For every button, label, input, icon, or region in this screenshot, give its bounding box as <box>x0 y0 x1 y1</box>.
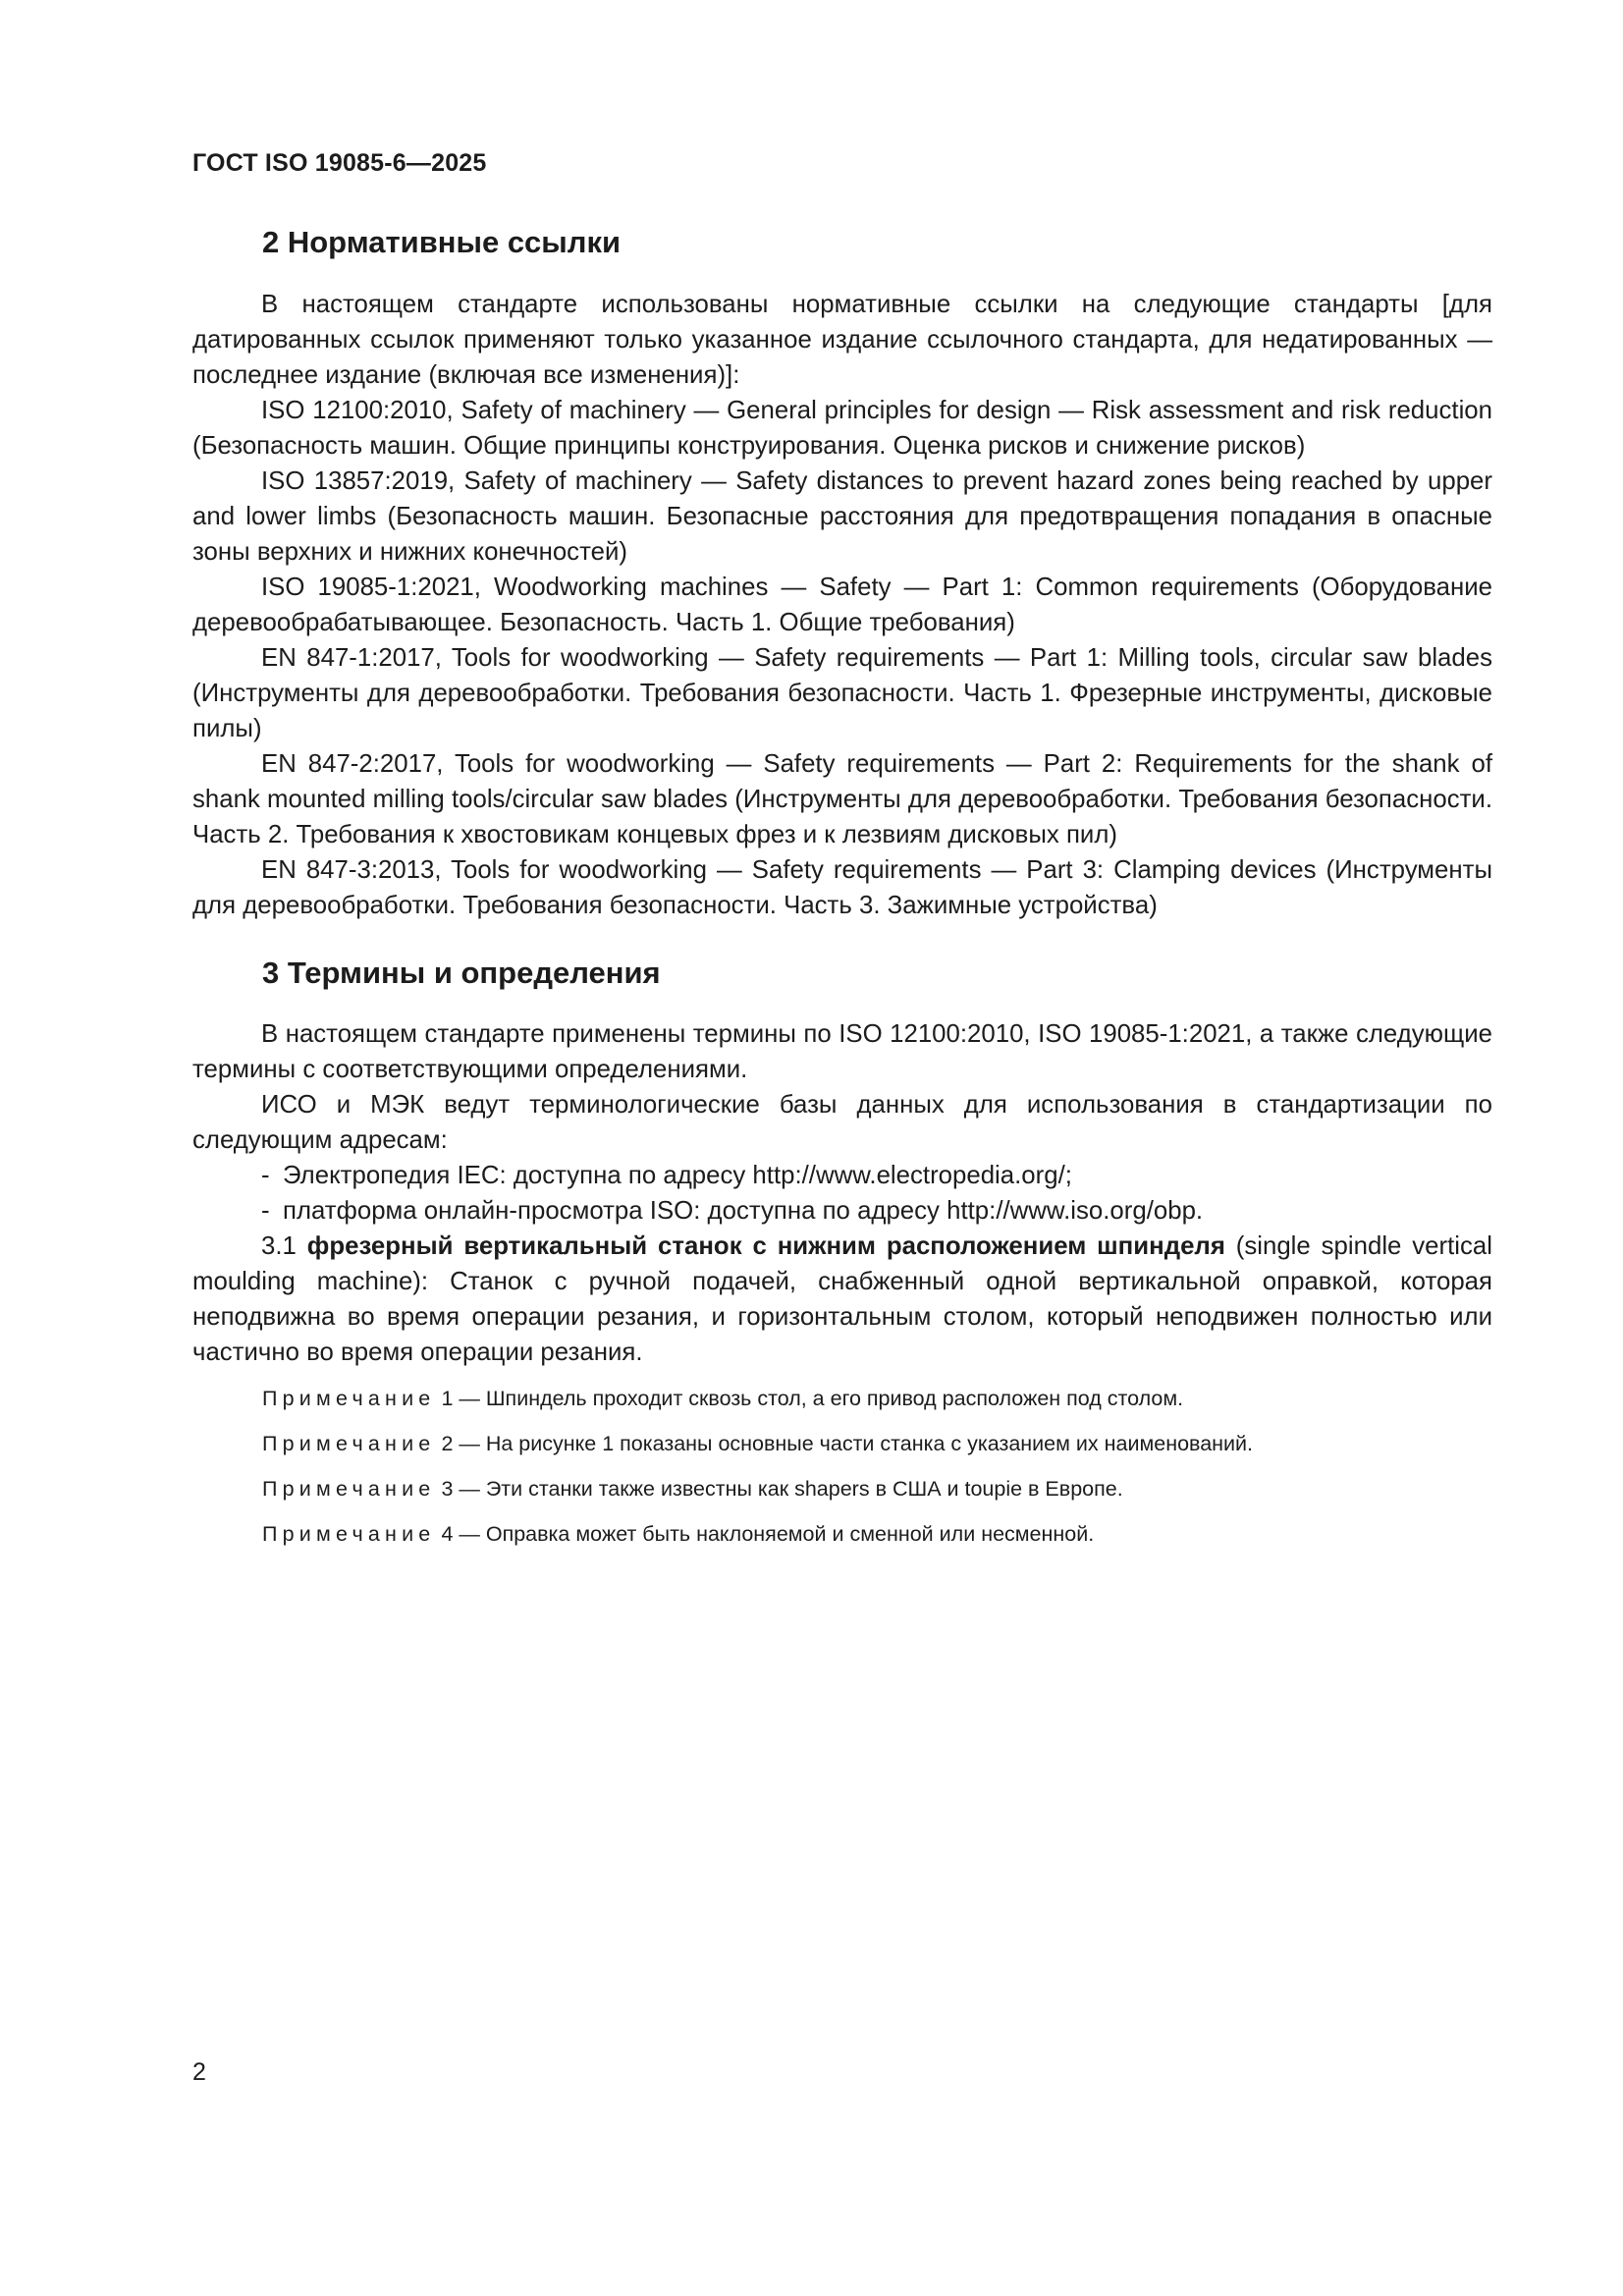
normative-reference-en-847-2: EN 847-2:2017, Tools for woodworking — Safety requirements — Part 2: Requirements for the shank of shank mounted milling tools/circular saw blades (Инструменты для деревообработки. Требования безопасности. Часть 2. Требования к хвостовикам концевых фрез и к лезвиям дисковых пил) <box>192 750 1492 848</box>
section-2-heading: 2 Нормативные ссылки <box>262 225 622 259</box>
section-3-intro: В настоящем стандарте применены термины по ISO 12100:2010, ISO 19085-1:2021, а также следующие термины с соответствующими определениями. <box>192 1020 1492 1083</box>
normative-reference-iso-12100: ISO 12100:2010, Safety of machinery — General principles for design — Risk assessment and risk reduction (Безопасность машин. Общие принципы конструирования. Оценка рисков и снижение рисков) <box>192 397 1492 460</box>
note-label: Примечание <box>262 1387 436 1410</box>
section-2-body <box>192 287 1492 923</box>
page-number: 2 <box>192 2058 206 2086</box>
note-label: Примечание <box>262 1432 436 1455</box>
note-text: 1 — Шпиндель проходит сквозь стол, а его привод расположен под столом. <box>441 1387 1184 1410</box>
term-databases-intro: ИСО и МЭК ведут терминологические базы данных для использования в стандартизации по следующим адресам: <box>192 1091 1492 1154</box>
term-note <box>262 1474 1492 1503</box>
section-3-heading: 3 Термины и определения <box>262 956 661 990</box>
note-text: 2 — На рисунке 1 показаны основные части станка с указанием их наименований. <box>441 1432 1254 1455</box>
term-note <box>262 1429 1492 1458</box>
document-header-id: ГОСТ ISO 19085-6—2025 <box>192 149 487 177</box>
normative-reference-iso-13857: ISO 13857:2019, Safety of machinery — Safety distances to prevent hazard zones being reached by upper and lower limbs (Безопасность машин. Безопасные расстояния для предотвращения попадания в опасные зоны верхних и нижних конечностей) <box>192 467 1492 566</box>
database-list-item <box>192 1158 1492 1193</box>
list-dash: - <box>261 1162 270 1189</box>
note-label: Примечание <box>262 1477 436 1501</box>
term-definition-text: (single spindle vertical moulding machine): Станок с ручной подачей, снабженный одной вертикальной оправкой, которая неподвижна во время операции резания, и горизонтальным столом, который неподвижен полностью или частично во время операции резания. <box>192 1232 1492 1366</box>
section-2-intro: В настоящем стандарте использованы нормативные ссылки на следующие стандарты [для датированных ссылок применяют только указанное издание ссылочного стандарта, для недатированных — последнее издание (включая все изменения)]: <box>192 291 1492 389</box>
term-note <box>262 1519 1492 1549</box>
list-dash: - <box>261 1197 270 1225</box>
term-name: фрезерный вертикальный станок с нижним расположением шпинделя <box>306 1232 1225 1260</box>
database-electropedia: Электропедия IEC: доступна по адресу http://www.electropedia.org/; <box>283 1162 1072 1189</box>
database-iso-obp: платформа онлайн-просмотра ISO: доступна по адресу http://www.iso.org/obp. <box>283 1197 1204 1225</box>
note-label: Примечание <box>262 1522 436 1546</box>
database-list-item <box>192 1193 1492 1229</box>
normative-reference-iso-19085-1: ISO 19085-1:2021, Woodworking machines — Safety — Part 1: Common requirements (Оборудование деревообрабатывающее. Безопасность. Часть 1. Общие требования) <box>192 574 1492 636</box>
normative-reference-en-847-3: EN 847-3:2013, Tools for woodworking — Safety requirements — Part 3: Clamping devices (Инструменты для деревообработки. Требования безопасности. Часть 3. Зажимные устройства) <box>192 856 1492 919</box>
term-definition <box>192 1229 1492 1370</box>
term-note <box>262 1384 1492 1413</box>
note-text: 4 — Оправка может быть наклоняемой и сменной или несменной. <box>441 1522 1095 1546</box>
normative-reference-en-847-1: EN 847-1:2017, Tools for woodworking — Safety requirements — Part 1: Milling tools, circular saw blades (Инструменты для деревообработки. Требования безопасности. Часть 1. Фрезерные инструменты, дисковые пилы) <box>192 644 1492 742</box>
term-number: 3.1 <box>261 1232 297 1260</box>
section-3-body <box>192 1016 1492 1370</box>
term-notes <box>262 1384 1492 1564</box>
note-text: 3 — Эти станки также известны как shapers в США и toupie в Европе. <box>441 1477 1123 1501</box>
